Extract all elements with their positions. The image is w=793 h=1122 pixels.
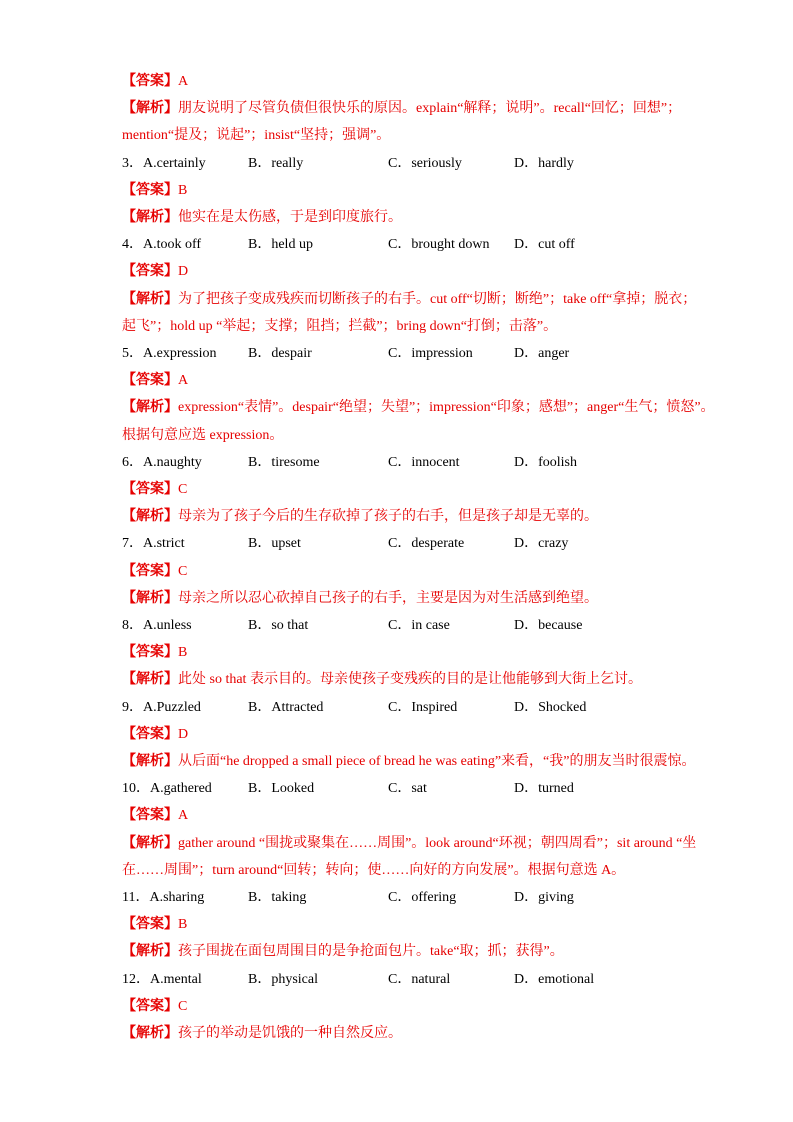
option-c: C．innocent bbox=[388, 454, 460, 470]
analysis-text: 孩子围拢在面包周围目的是争抢面包片。take“取；抓；获得”。 bbox=[178, 944, 564, 960]
option-b: B．taking bbox=[248, 890, 307, 905]
question-line bbox=[122, 154, 682, 174]
option-c: C．sat bbox=[388, 781, 427, 797]
answer-text: B bbox=[178, 182, 188, 198]
option-a: 4．A.took off bbox=[122, 237, 202, 253]
option-d: D．emotional bbox=[514, 971, 595, 987]
option-c: C．desperate bbox=[388, 536, 465, 552]
analysis-text: 母亲为了孩子今后的生存砍掉了孩子的右手，但是孩子却是无辜的。 bbox=[178, 509, 598, 525]
answer-text: A bbox=[178, 74, 189, 89]
answer-text: C bbox=[178, 563, 188, 579]
question-line bbox=[122, 779, 682, 799]
analysis-tag: 【解析】 bbox=[122, 400, 178, 416]
analysis-tag: 【解析】 bbox=[122, 101, 178, 117]
answer-text: A bbox=[178, 808, 189, 824]
analysis-tag: 【解析】 bbox=[122, 672, 178, 688]
option-b: B．Looked bbox=[248, 781, 315, 797]
analysis-text: expression“表情”。despair“绝望；失望”；impression“印象；感想”；anger“生气；愤怒”。 bbox=[178, 400, 715, 416]
option-b: B．upset bbox=[248, 536, 301, 552]
analysis-text: 此处 so that 表示目的。母亲使孩子变残疾的目的是让他能够到大街上乞讨。 bbox=[178, 672, 642, 688]
answer-tag: 【答案】 bbox=[122, 726, 178, 742]
analysis-line bbox=[122, 208, 402, 228]
analysis-line bbox=[122, 290, 696, 310]
answer-text: C bbox=[178, 482, 188, 497]
option-a: 6．A.naughty bbox=[122, 454, 202, 470]
option-d: D．giving bbox=[514, 890, 574, 905]
option-d: D．turned bbox=[514, 781, 574, 797]
answer-line bbox=[122, 371, 188, 391]
analysis-continuation bbox=[122, 861, 625, 881]
analysis-tag: 【解析】 bbox=[122, 509, 178, 525]
question-line bbox=[122, 616, 682, 636]
answer-line bbox=[122, 915, 187, 935]
analysis-text: 为了把孩子变成残疾而切断孩子的右手。cut off“切断；断绝”；take off“拿掉；脱衣； bbox=[178, 291, 697, 307]
answer-line bbox=[122, 643, 187, 663]
answer-line bbox=[122, 997, 187, 1017]
answer-line bbox=[122, 72, 188, 92]
option-a: 11．A.sharing bbox=[122, 890, 205, 905]
analysis-text: 他实在是太伤感，于是到印度旅行。 bbox=[178, 210, 402, 225]
analysis-continuation bbox=[122, 317, 557, 337]
option-d: D．Shocked bbox=[514, 699, 587, 715]
answer-line bbox=[122, 725, 188, 745]
analysis-text: 从后面“he dropped a small piece of bread he was eating”来看，“我”的朋友当时很震惊。 bbox=[178, 754, 696, 769]
analysis-line bbox=[122, 398, 715, 418]
question-line bbox=[122, 534, 682, 554]
answer-text: B bbox=[178, 917, 188, 933]
question-line bbox=[122, 344, 682, 364]
option-d: D．cut off bbox=[514, 237, 575, 253]
option-c: C．impression bbox=[388, 346, 473, 361]
question-line bbox=[122, 698, 682, 718]
answer-tag: 【答案】 bbox=[122, 998, 178, 1014]
analysis-line bbox=[122, 942, 564, 962]
option-d: D．because bbox=[514, 618, 583, 633]
analysis-tag: 【解析】 bbox=[122, 754, 178, 769]
option-c: C．Inspired bbox=[388, 699, 458, 715]
analysis-text: 孩子的举动是饥饿的一种自然反应。 bbox=[178, 1026, 402, 1041]
analysis-line bbox=[122, 507, 598, 527]
answer-tag: 【答案】 bbox=[122, 563, 178, 579]
option-a: 9．A.Puzzled bbox=[122, 699, 201, 715]
answer-tag: 【答案】 bbox=[122, 645, 178, 661]
answer-text: B bbox=[178, 645, 188, 661]
analysis-text: 根据句意应选 expression。 bbox=[122, 427, 284, 443]
option-b: B．really bbox=[248, 155, 304, 171]
option-b: B．tiresome bbox=[248, 454, 320, 470]
answer-line bbox=[122, 262, 188, 282]
analysis-text: 在……周围”；turn around“回转；转向；使……向好的方向发展”。根据句意选 A。 bbox=[122, 862, 626, 878]
analysis-tag: 【解析】 bbox=[122, 590, 178, 606]
answer-text: C bbox=[178, 998, 188, 1014]
option-c: C．in case bbox=[388, 618, 450, 633]
option-c: C．offering bbox=[388, 890, 457, 905]
answer-text: D bbox=[178, 726, 189, 742]
answer-tag: 【答案】 bbox=[122, 373, 178, 389]
option-b: B．Attracted bbox=[248, 699, 324, 715]
option-c: C．seriously bbox=[388, 155, 462, 171]
answer-line bbox=[122, 806, 188, 826]
answer-tag: 【答案】 bbox=[122, 917, 178, 933]
option-a: 5．A.expression bbox=[122, 346, 217, 361]
question-line bbox=[122, 453, 682, 473]
answer-text: D bbox=[178, 264, 189, 280]
option-a: 8．A.unless bbox=[122, 618, 192, 633]
answer-line bbox=[122, 562, 187, 582]
question-line bbox=[122, 235, 682, 255]
analysis-tag: 【解析】 bbox=[122, 835, 178, 851]
option-b: B．so that bbox=[248, 618, 309, 633]
option-a: 3．A.certainly bbox=[122, 155, 206, 171]
analysis-text: mention“提及；说起”；insist“坚持；强调”。 bbox=[122, 128, 391, 144]
analysis-line bbox=[122, 834, 696, 854]
analysis-continuation bbox=[122, 126, 390, 146]
option-d: D．hardly bbox=[514, 155, 574, 171]
option-a: 12．A.mental bbox=[122, 971, 202, 987]
answer-line bbox=[122, 480, 187, 500]
answer-line bbox=[122, 181, 187, 201]
analysis-tag: 【解析】 bbox=[122, 291, 178, 307]
option-b: B．physical bbox=[248, 971, 318, 987]
answer-tag: 【答案】 bbox=[122, 808, 178, 824]
option-d: D．crazy bbox=[514, 536, 569, 552]
analysis-tag: 【解析】 bbox=[122, 1026, 178, 1041]
analysis-text: 朋友说明了尽管负债但很快乐的原因。explain“解释；说明”。recall“回忆；回想”； bbox=[178, 101, 682, 117]
analysis-text: 母亲之所以忍心砍掉自己孩子的右手，主要是因为对生活感到绝望。 bbox=[178, 590, 598, 606]
answer-tag: 【答案】 bbox=[122, 482, 178, 497]
analysis-tag: 【解析】 bbox=[122, 944, 178, 960]
analysis-text: gather around “围拢或聚集在……周围”。look around“环视；朝四周看”；sit around “坐 bbox=[178, 835, 697, 851]
answer-tag: 【答案】 bbox=[122, 74, 178, 89]
analysis-line bbox=[122, 752, 695, 772]
question-line bbox=[122, 888, 682, 908]
answer-text: A bbox=[178, 373, 189, 389]
option-a: 10．A.gathered bbox=[122, 781, 212, 797]
option-b: B．held up bbox=[248, 237, 313, 253]
analysis-continuation bbox=[122, 426, 283, 446]
option-c: C．natural bbox=[388, 971, 451, 987]
answer-tag: 【答案】 bbox=[122, 264, 178, 280]
analysis-line bbox=[122, 670, 642, 690]
option-b: B．despair bbox=[248, 346, 312, 361]
question-line bbox=[122, 970, 682, 990]
option-d: D．foolish bbox=[514, 454, 577, 470]
analysis-text: 起飞”；hold up “举起；支撑；阻挡；拦截”；bring down“打倒；击落”。 bbox=[122, 318, 558, 334]
analysis-line bbox=[122, 1024, 402, 1044]
option-c: C．brought down bbox=[388, 237, 490, 253]
option-d: D．anger bbox=[514, 346, 570, 361]
answer-tag: 【答案】 bbox=[122, 182, 178, 198]
analysis-line bbox=[122, 99, 681, 119]
option-a: 7．A.strict bbox=[122, 536, 185, 552]
analysis-line bbox=[122, 589, 598, 609]
analysis-tag: 【解析】 bbox=[122, 210, 178, 225]
